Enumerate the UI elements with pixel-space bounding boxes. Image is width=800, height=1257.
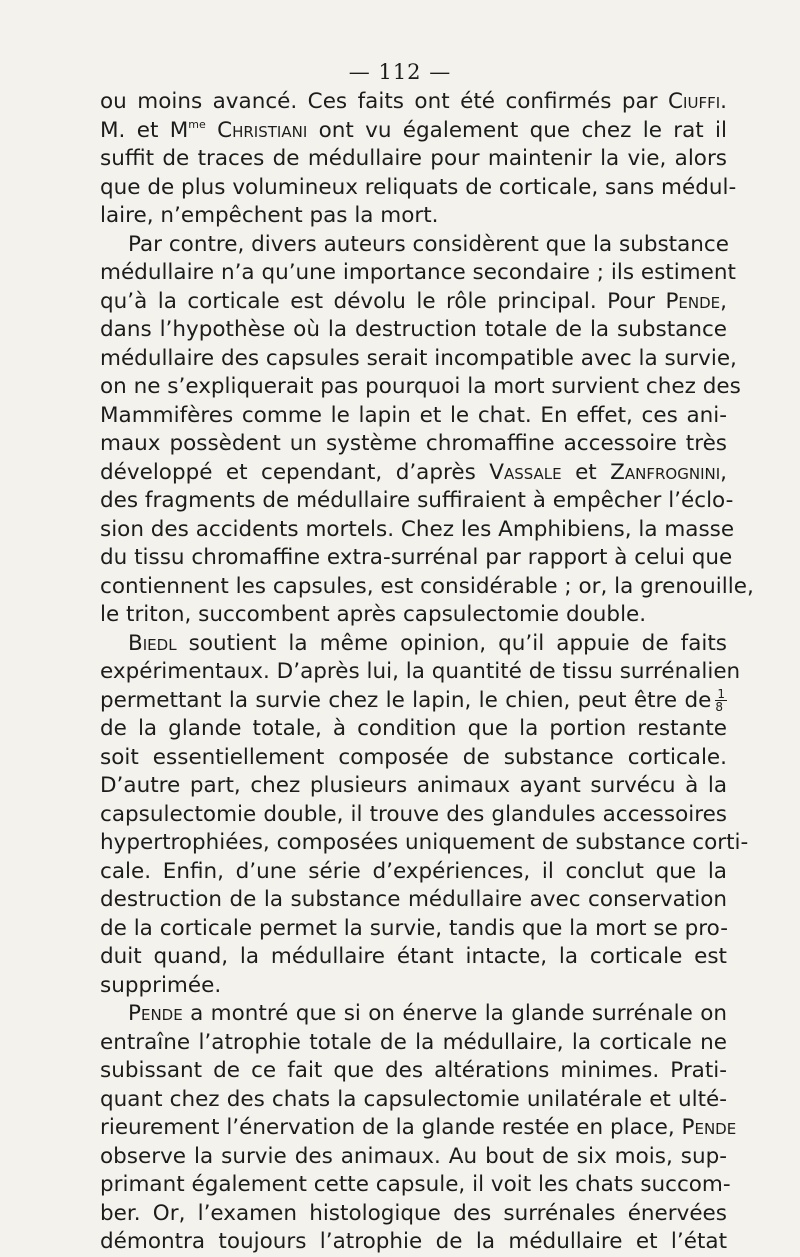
text-line: expérimentaux. D’après lui, la quantité de tissu surrénalien	[100, 659, 741, 684]
text-line: M. et $M^{me}$ Christiani ont vu également que chez le rat il	[100, 117, 727, 143]
fraction-one-eighth	[715, 688, 727, 713]
text-line: Par contre, divers auteurs considèrent que la substance	[128, 231, 729, 257]
author-name: Pende	[128, 1001, 183, 1026]
text-line: démontra toujours l’atrophie de la médullaire et l’état	[100, 1229, 727, 1254]
text-line: qu’à la corticale est dévolu le rôle principal. Pour Pende,	[100, 288, 727, 314]
text-line: médullaire des capsules serait incompatible avec la survie,	[100, 345, 737, 371]
author-name: Vassale	[489, 459, 562, 485]
text-line: hypertrophiées, composées uniquement de substance corti-	[100, 830, 749, 855]
text-line: on ne s’expliquerait pas pourquoi la mort survient chez des	[100, 374, 741, 399]
author-name: Pende	[681, 1115, 737, 1140]
text-line: de la glande totale, à condition que la portion restante	[100, 716, 727, 741]
text-line: ber. Or, l’examen histologique des surrénales énervées	[100, 1200, 727, 1226]
text-line: du tissu chromaffine extra-surrénal par rapport à celui que	[100, 545, 733, 570]
text-line: entraîne l’atrophie totale de la médullaire, la corticale ne	[100, 1029, 727, 1055]
text-line: sion des accidents mortels. Chez les Amphibiens, la masse	[100, 516, 735, 542]
text-line: Pende a montré que si on énerve la glande surrénale on	[128, 1001, 727, 1026]
text-line: soit essentiellement composée de substance corticale.	[100, 744, 727, 770]
text-line: de la corticale permet la survie, tandis que la mort se pro-	[100, 915, 728, 941]
text-line: développé et cependant, d’après Vassale et Zanfrognini,	[100, 459, 727, 485]
text-line: supprimée.	[100, 972, 222, 998]
superscript-me: me	[188, 117, 206, 131]
text-line: cale. Enfin, d’une série d’expériences, il conclut que la	[100, 858, 727, 884]
author-name: Christiani	[217, 117, 308, 143]
text-line: des fragments de médullaire suffiraient à empêcher l’éclo-	[100, 488, 734, 513]
text-line: Mammifères comme le lapin et le chat. En effet, ces ani-	[100, 402, 727, 428]
text-line: primant également cette capsule, il voit les chats succom-	[100, 1172, 731, 1197]
author-name: Biedl	[128, 630, 177, 656]
text-line: destruction de la substance médullaire avec conservation	[100, 887, 727, 912]
text-line: capsulectomie double, il trouve des glandules accessoires	[100, 801, 727, 827]
text-line: contiennent les capsules, est considérable ; or, la grenouille,	[100, 573, 754, 599]
text-line: suffit de traces de médullaire pour maintenir la vie, alors	[100, 146, 727, 171]
text-line: que de plus volumineux reliquats de corticale, sans médul-	[100, 174, 737, 200]
text-line: laire, n’empêchent pas la mort.	[100, 203, 439, 228]
text-line: quant chez des chats la capsulectomie unilatérale et ulté-	[100, 1086, 727, 1112]
body-text	[100, 88, 754, 1257]
text-line: médullaire n’a qu’une importance secondaire ; ils estiment	[100, 260, 736, 285]
text-line: D’autre part, chez plusieurs animaux ayant survécu à la	[100, 773, 727, 798]
author-name: Pende	[665, 288, 721, 314]
text-line: observe la survie des animaux. Au bout de six mois, sup-	[100, 1143, 727, 1169]
text-line: maux possèdent un système chromaffine accessoire très	[100, 431, 727, 456]
author-name: Zanfrognini	[610, 459, 721, 485]
fraction-numerator: 1	[717, 687, 725, 701]
text-line: ou moins avancé. Ces faits ont été confirmés par Ciuffi.	[100, 89, 727, 114]
text-line: permettant la survie chez le lapin, le chien, peut être de $\frac{1}{8}$	[100, 687, 725, 714]
text-line: subissant de ce fait que des altérations minimes. Prati-	[100, 1058, 727, 1083]
text-line: rieurement l’énervation de la glande restée en place, Pende	[100, 1115, 737, 1140]
text-line: duit quand, la médullaire étant intacte, la corticale est	[100, 944, 727, 969]
author-name: Ciuffi	[668, 89, 721, 114]
fraction-denominator: 8	[715, 700, 723, 714]
page-number: — 112 —	[348, 60, 452, 84]
text-line: Biedl soutient la même opinion, qu’il appuie de faits	[128, 630, 727, 656]
text-line: le triton, succombent après capsulectomie double.	[100, 602, 647, 627]
text-line: dans l’hypothèse où la destruction totale de la substance	[100, 317, 727, 342]
